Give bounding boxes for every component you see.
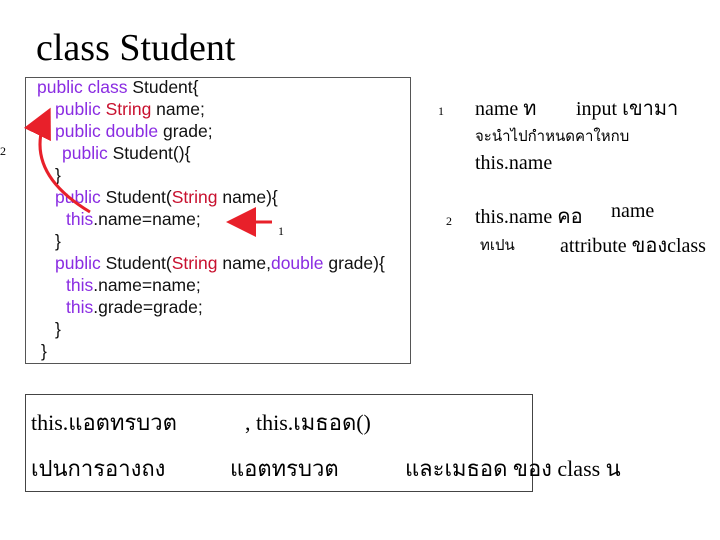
code-token: public	[62, 143, 113, 163]
marker-2-code: 2	[0, 144, 6, 158]
code-token: .grade=grade;	[93, 297, 203, 317]
code-token: name){	[217, 187, 278, 207]
code-token: Student(	[105, 187, 172, 207]
code-token: public double	[55, 121, 163, 141]
slide-title: class Student	[36, 27, 236, 69]
note-line2-c: และเมธอด ของ class น	[405, 456, 621, 481]
code-token: this	[66, 275, 94, 295]
annotation-2-line2-a: ทเปน	[480, 238, 515, 254]
annotation-1-line1-b: input เขามา	[576, 98, 679, 120]
code-token: String	[171, 253, 218, 273]
code-token: this	[66, 297, 94, 317]
code-token: name,	[217, 253, 271, 273]
code-token: String	[171, 187, 218, 207]
note-line2-b: แอตทรบวต	[230, 456, 339, 481]
marker-1-note: 1	[438, 104, 444, 118]
marker-1-code: 1	[278, 224, 284, 238]
code-token: }	[41, 341, 47, 361]
code-token: double	[270, 253, 324, 273]
marker-2-note: 2	[446, 214, 452, 228]
code-token: .name=name;	[93, 209, 201, 229]
code-token: }	[55, 319, 61, 339]
code-token: public	[55, 253, 106, 273]
code-token: public	[55, 187, 106, 207]
code-token: String	[105, 99, 152, 119]
code-token: Student(	[105, 253, 172, 273]
arrow-to-name-field	[40, 113, 90, 212]
annotation-1-line1-a: name ท	[475, 98, 537, 120]
code-token: }	[55, 231, 61, 251]
annotation-1-line3: this.name	[475, 152, 553, 174]
note-line2-a: เปนการอางถง	[31, 456, 166, 481]
annotation-2-line1-b: name	[611, 200, 655, 222]
annotation-2-line1-a: this.name คอ	[475, 206, 583, 228]
code-token: Student(){	[112, 143, 191, 163]
code-token: }	[55, 165, 61, 185]
note-line1-a: this.แอตทรบวต	[31, 410, 177, 435]
code-token: .name=name;	[93, 275, 201, 295]
code-token: grade){	[323, 253, 385, 273]
note-line1-b: , this.เมธอด()	[245, 410, 371, 435]
code-token: grade;	[163, 121, 213, 141]
code-token: public	[55, 99, 106, 119]
annotation-1-line2: จะนำไปกำหนดคาใหกบ	[475, 129, 630, 145]
code-token: public class	[37, 77, 133, 97]
annotation-2-line2-b: attribute ของclass	[560, 235, 706, 257]
code-token: this	[66, 209, 94, 229]
code-token: Student{	[132, 77, 199, 97]
code-token: name;	[151, 99, 205, 119]
